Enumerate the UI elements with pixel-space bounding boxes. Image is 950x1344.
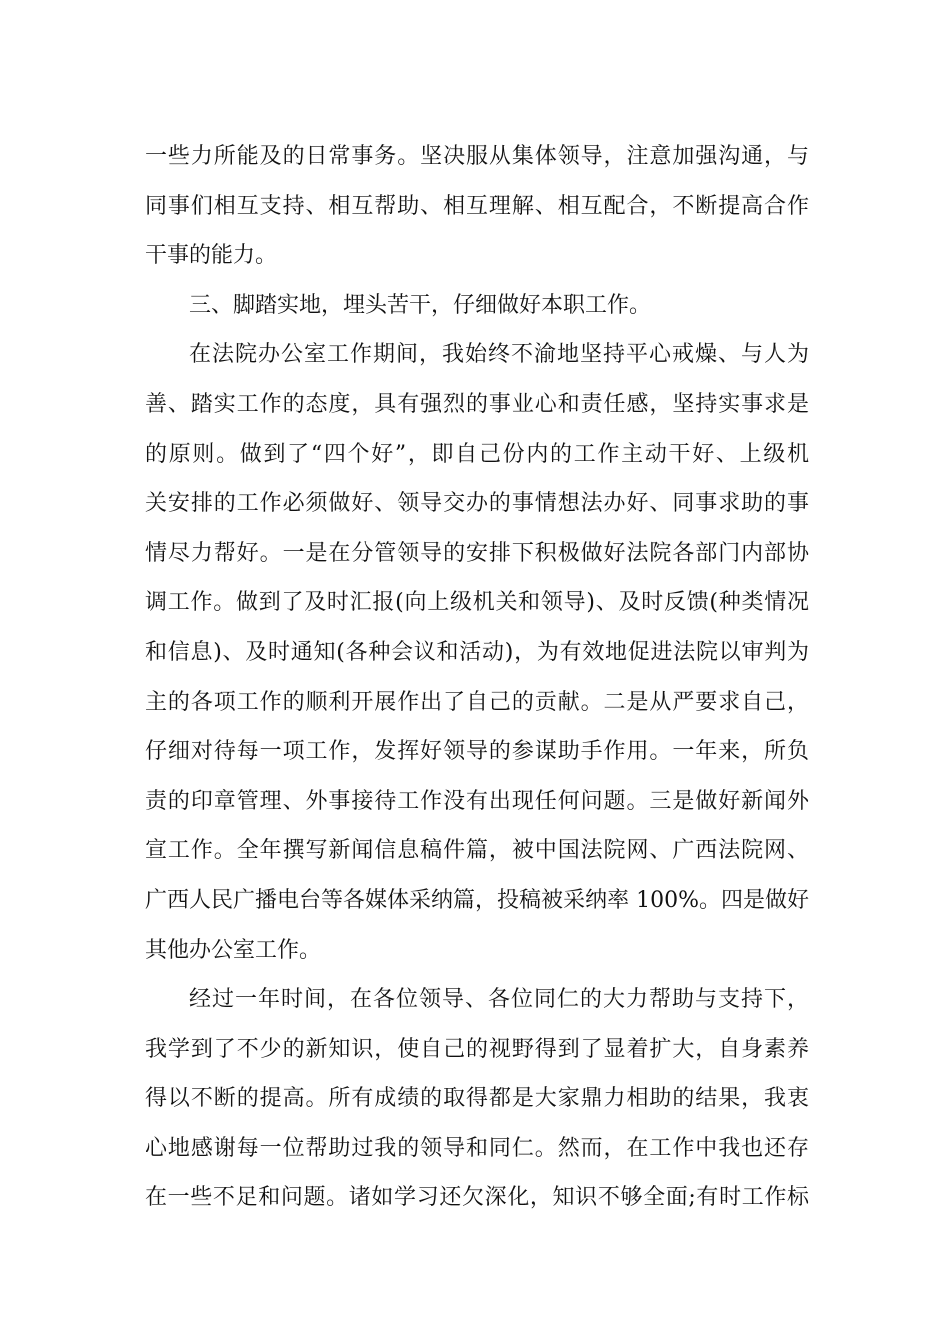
- body-line: 的原则。做到了“四个好”，即自己份内的工作主动干好、上级机: [145, 441, 809, 467]
- body-line: 调工作。做到了及时汇报(向上级机关和领导)、及时反馈(种类情况: [145, 590, 809, 616]
- body-line: 善、踏实工作的态度，具有强烈的事业心和责任感，坚持实事求是: [145, 391, 809, 417]
- body-line: 一些力所能及的日常事务。坚决服从集体领导，注意加强沟通，与: [145, 144, 809, 169]
- body-line: 广西人民广播电台等各媒体采纳篇，投稿被采纳率 100%。四是做好: [145, 887, 809, 913]
- body-line: 仔细对待每一项工作，发挥好领导的参谋助手作用。一年来，所负: [145, 739, 809, 765]
- body-line: 经过一年时间，在各位领导、各位同仁的大力帮助与支持下，: [189, 987, 809, 1013]
- body-line: 情尽力帮好。一是在分管领导的安排下积极做好法院各部门内部协: [145, 540, 809, 566]
- body-line: 主的各项工作的顺利开展作出了自己的贡献。二是从严要求自己，: [145, 689, 809, 715]
- body-line: 其他办公室工作。: [145, 937, 322, 963]
- document-body: [145, 132, 809, 1223]
- body-line: 责的印章管理、外事接待工作没有出现任何问题。三是做好新闻外: [145, 788, 809, 814]
- body-line: 关安排的工作必须做好、领导交办的事情想法办好、同事求助的事: [145, 491, 809, 517]
- section-heading: 三、脚踏实地，埋头苦干，仔细做好本职工作。: [189, 292, 652, 318]
- body-line: 在一些不足和问题。诸如学习还欠深化，知识不够全面;有时工作标: [145, 1185, 809, 1211]
- body-line: 心地感谢每一位帮助过我的领导和同仁。然而，在工作中我也还存: [145, 1135, 809, 1161]
- body-line: 得以不断的提高。所有成绩的取得都是大家鼎力相助的结果，我衷: [145, 1086, 809, 1112]
- body-line: 和信息)、及时通知(各种会议和活动)，为有效地促进法院以审判为: [145, 639, 809, 665]
- body-line: 我学到了不少的新知识，使自己的视野得到了显着扩大，自身素养: [145, 1036, 809, 1062]
- body-line: 宣工作。全年撰写新闻信息稿件篇，被中国法院网、广西法院网、: [145, 838, 809, 864]
- body-line: 同事们相互支持、相互帮助、相互理解、相互配合，不断提高合作: [145, 193, 809, 219]
- body-line: 在法院办公室工作期间，我始终不渝地坚持平心戒燥、与人为: [189, 342, 809, 368]
- body-line: 干事的能力。: [145, 243, 278, 269]
